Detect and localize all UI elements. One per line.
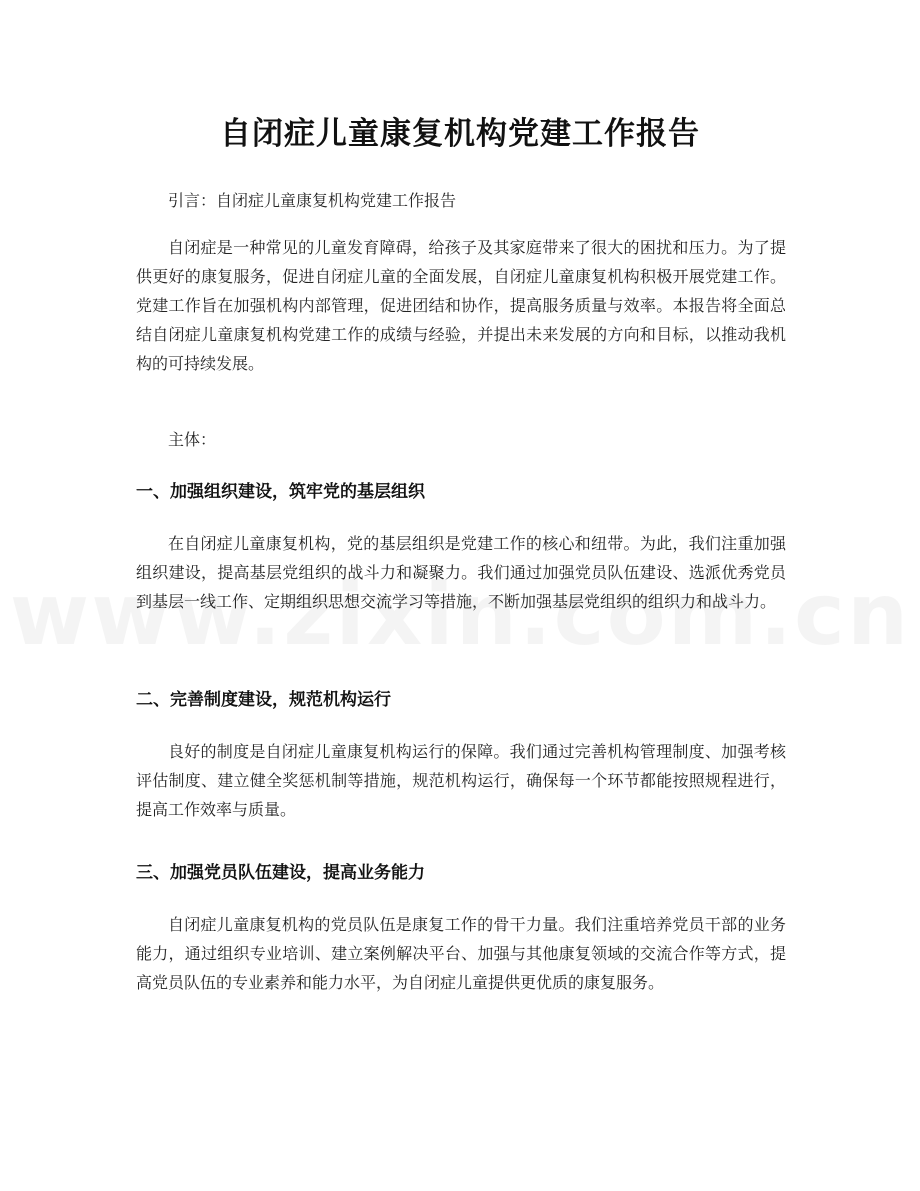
page-title: 自闭症儿童康复机构党建工作报告 [220,116,700,152]
section-3-paragraph: 自闭症儿童康复机构的党员队伍是康复工作的骨干力量。我们注重培养党员干部的业务能力，通过组织专业培训、建立案例解决平台、加强与其他康复领域的交流合作等方式，提高党员队伍的专业素养和能力水平，为自闭症儿童提供更优质的康复服务。 [136,915,786,992]
section-3-heading: 三、加强党员队伍建设，提高业务能力 [136,863,425,883]
section-1-paragraph: 在自闭症儿童康复机构，党的基层组织是党建工作的核心和纽带。为此，我们注重加强组织建设，提高基层党组织的战斗力和凝聚力。我们通过加强党员队伍建设、选派优秀党员到基层一线工作、定期组织思想交流学习等措施，不断加强基层党组织的组织力和战斗力。 [136,534,786,611]
section-2-paragraph: 良好的制度是自闭症儿童康复机构运行的保障。我们通过完善机构管理制度、加强考核评估制度、建立健全奖惩机制等措施，规范机构运行，确保每一个环节都能按照规程进行，提高工作效率与质量。 [136,742,786,819]
intro-body-paragraph: 自闭症是一种常见的儿童发育障碍，给孩子及其家庭带来了很大的困扰和压力。为了提供更好的康复服务，促进自闭症儿童的全面发展，自闭症儿童康复机构积极开展党建工作。党建工作旨在加强机构内部管理，促进团结和协作，提高服务质量与效率。本报告将全面总结自闭症儿童康复机构党建工作的成绩与经验，并提出未来发展的方向和目标，以推动我机构的可持续发展。 [136,238,786,373]
section-1-heading: 一、加强组织建设，筑牢党的基层组织 [136,482,425,502]
section-2-heading: 二、完善制度建设，规范机构运行 [136,690,391,710]
body-label: 主体： [168,430,217,449]
intro-paragraph: 引言：自闭症儿童康复机构党建工作报告 [168,191,457,210]
